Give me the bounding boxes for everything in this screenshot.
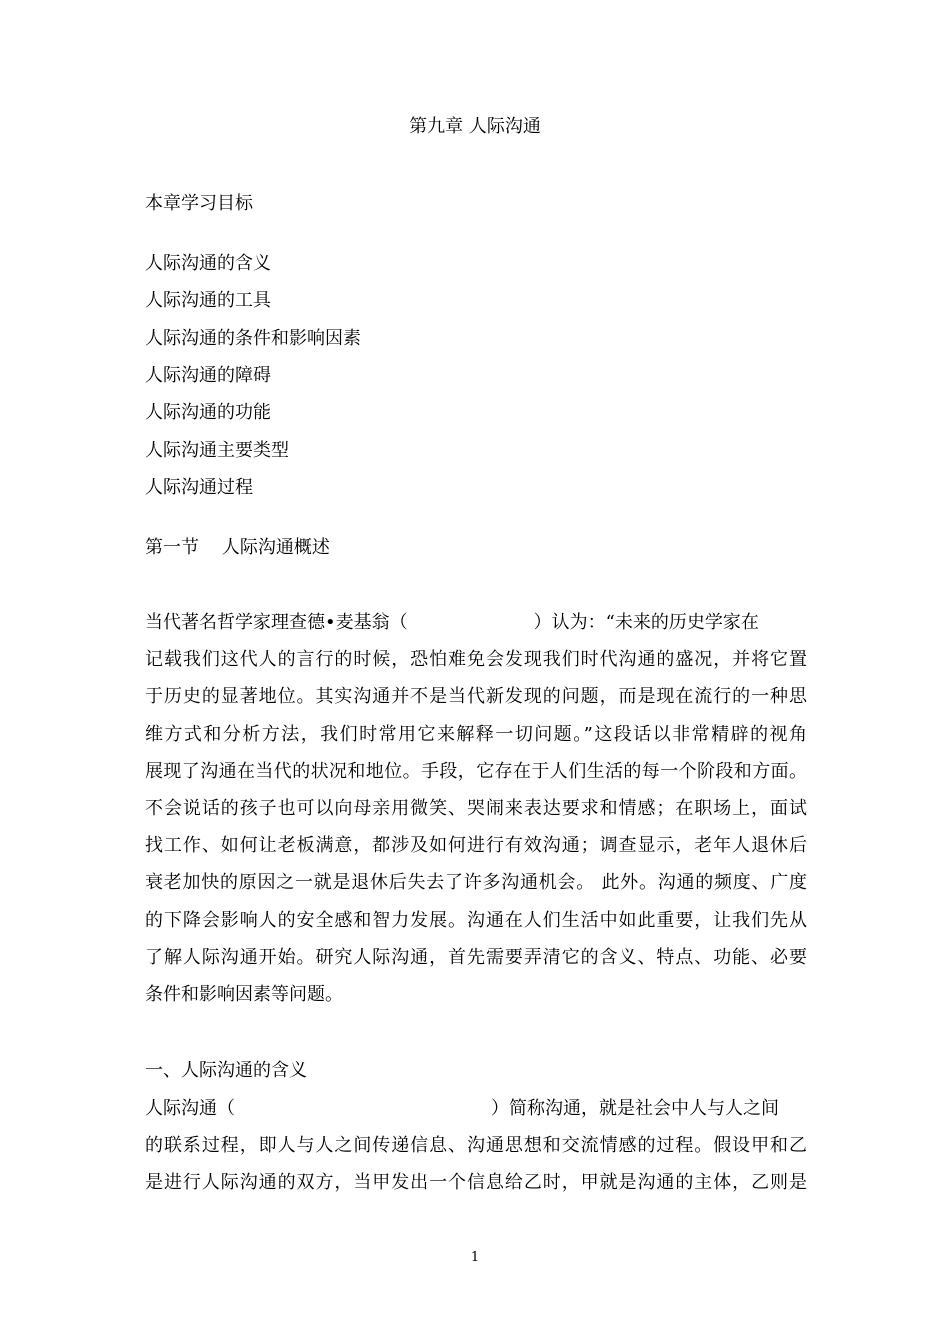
subsection-heading: 一、人际沟通的含义 xyxy=(145,1060,307,1081)
objective-item: 人际沟通过程 xyxy=(145,477,253,498)
paragraph-line: 不会说话的孩子也可以向母亲用微笑、哭闹来表达要求和情感；在职场上，面试 xyxy=(145,798,807,820)
paragraph-line: 的联系过程，即人与人之间传递信息、沟通思想和交流情感的过程。假设甲和乙 xyxy=(145,1135,807,1157)
objective-item: 人际沟通的条件和影响因素 xyxy=(145,328,361,349)
objective-item: 人际沟通主要类型 xyxy=(145,440,289,461)
chapter-title: 第九章 人际沟通 xyxy=(409,116,541,137)
paragraph-line xyxy=(145,604,807,641)
objectives-heading: 本章学习目标 xyxy=(145,193,253,214)
paragraph-line: 维方式和分析方法，我们时常用它来解释一切问题。”这段话以非常精辟的视角 xyxy=(145,723,807,745)
paragraph-line: 是进行人际沟通的双方，当甲发出一个信息给乙时，甲就是沟通的主体，乙则是 xyxy=(145,1172,807,1194)
paragraph-text: 当代著名哲学家理查德•麦基翁（ xyxy=(145,612,408,633)
paragraph-line: 了解人际沟通开始。研究人际沟通，首先需要弄清它的含义、特点、功能、必要 xyxy=(145,946,807,968)
objective-item: 人际沟通的含义 xyxy=(145,253,271,274)
objective-item: 人际沟通的工具 xyxy=(145,290,271,311)
paragraph-line xyxy=(145,1090,807,1127)
paragraph-line: 展现了沟通在当代的状况和地位。手段，它存在于人们生活的每一个阶段和方面。 xyxy=(145,760,807,782)
paragraph-line: 的下降会影响人的安全感和智力发展。沟通在人们生活中如此重要，让我们先从 xyxy=(145,909,807,931)
paragraph-text: ）简称沟通，就是社会中人与人之间 xyxy=(491,1098,779,1119)
definition-paragraph xyxy=(145,1090,807,1202)
paragraph-text: 人际沟通（ xyxy=(145,1098,235,1119)
page-number: 1 xyxy=(470,1250,480,1265)
paragraph-line: 于历史的显著地位。其实沟通并不是当代新发现的问题，而是现在流行的一种思 xyxy=(145,686,807,708)
paragraph-line: 记载我们这代人的言行的时候，恐怕难免会发现我们时代沟通的盛况，并将它置 xyxy=(145,649,807,671)
paragraph-text: ）认为：“未来的历史学家在 xyxy=(533,612,759,633)
paragraph-line: 找工作、如何让老板满意，都涉及如何进行有效沟通；调查显示，老年人退休后 xyxy=(145,835,807,857)
paragraph-line: 条件和影响因素等问题。 xyxy=(145,984,343,1006)
objective-item: 人际沟通的功能 xyxy=(145,402,271,423)
paragraph-line: 衰老加快的原因之一就是退休后失去了许多沟通机会。 此外。沟通的频度、广度 xyxy=(145,872,807,894)
objective-item: 人际沟通的障碍 xyxy=(145,365,271,386)
intro-paragraph xyxy=(145,604,807,1013)
section-heading: 第一节 人际沟通概述 xyxy=(145,537,330,558)
